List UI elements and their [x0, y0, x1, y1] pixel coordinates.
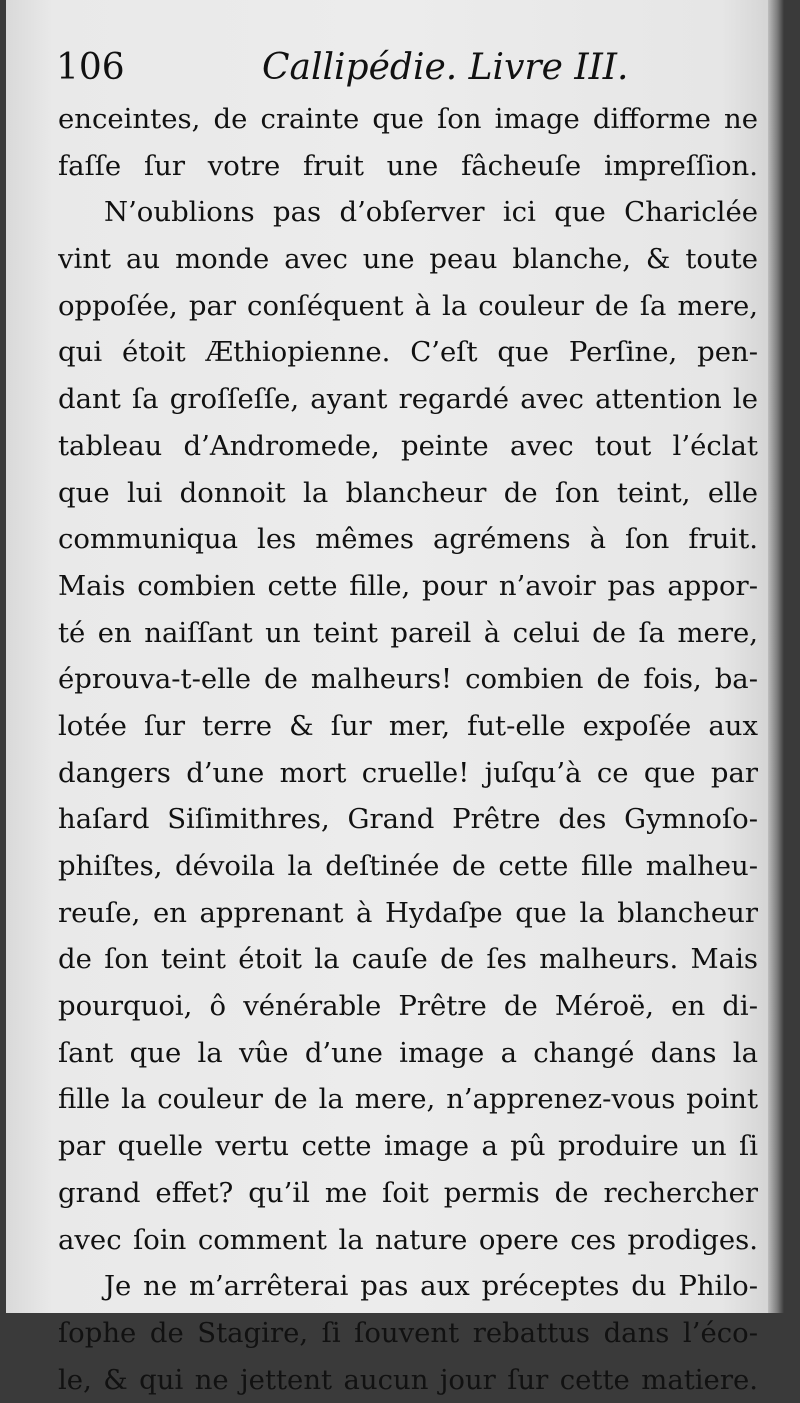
text-line: Mais combien cette fille, pour n’avoir pas appor-	[58, 569, 758, 602]
text-line: le, & qui ne jettent aucun jour ſur cette matiere.	[58, 1363, 758, 1396]
text-line: faſſe ſur votre fruit une fâcheuſe impreſſion.	[58, 149, 758, 182]
text-line: Je ne m’arrêterai pas aux préceptes du Philo-	[104, 1270, 758, 1303]
text-line: grand effet? qu’il me ſoit permis de rechercher	[58, 1176, 758, 1209]
text-line: ſant que la vûe d’une image a changé dans la	[58, 1036, 758, 1069]
text-line: enceintes, de crainte que ſon image difforme ne	[58, 103, 758, 135]
text-line: fille la couleur de la mere, n’apprenez-vous point	[58, 1083, 758, 1116]
running-title: Callipédie. Livre III.	[262, 47, 629, 88]
paragraph	[58, 189, 758, 1263]
paragraph	[58, 1263, 758, 1403]
text-line: pourquoi, ô vénérable Prêtre de Méroë, en di-	[58, 990, 758, 1023]
text-line: que lui donnoit la blancheur de ſon teint, elle	[58, 476, 758, 509]
text-line: haſard Siſimithres, Grand Prêtre des Gymnoſo-	[58, 803, 758, 836]
text-line: phiſtes, dévoila la deſtinée de cette fille malheu-	[58, 850, 758, 882]
page-number: 106	[56, 47, 125, 88]
text-line: de ſon teint étoit la cauſe de ſes malheurs. Mais	[58, 943, 758, 976]
body-text	[58, 96, 758, 1403]
book-page	[6, 0, 784, 1396]
running-head	[56, 40, 756, 96]
text-line: tableau d’Andromede, peinte avec tout l’éclat	[58, 429, 758, 462]
text-line: reuſe, en apprenant à Hydaſpe que la blancheur	[58, 896, 758, 929]
text-line: vint au monde avec une peau blanche, & toute	[58, 243, 758, 276]
text-line: dangers d’une mort cruelle! juſqu’à ce que par	[58, 756, 758, 789]
text-line: ſophe de Stagire, ſi ſouvent rebattus dans l’éco-	[58, 1316, 758, 1349]
paragraph	[58, 96, 758, 189]
page-edge-shadow	[768, 0, 784, 1313]
text-line: té en naiſſant un teint pareil à celui de ſa mere,	[58, 616, 758, 649]
text-line: lotée ſur terre & ſur mer, fut-elle expoſée aux	[58, 709, 758, 742]
text-line: par quelle vertu cette image a pû produire un ſi	[58, 1130, 758, 1163]
text-line: communiqua les mêmes agrémens à ſon fruit.	[58, 523, 758, 556]
text-line: N’oublions pas d’obſerver ici que Chariclée	[104, 196, 758, 229]
text-line: oppoſée, par conſéquent à la couleur de ſa mere,	[58, 289, 758, 322]
text-line: avec ſoin comment la nature opere ces prodiges.	[58, 1223, 758, 1256]
text-line: éprouva-t-elle de malheurs! combien de fois, ba-	[58, 663, 758, 696]
text-line: dant ſa groſſeſſe, ayant regardé avec attention le	[58, 383, 758, 416]
text-line: qui étoit Æthiopienne. C’eſt que Perſine, pen-	[58, 336, 758, 369]
